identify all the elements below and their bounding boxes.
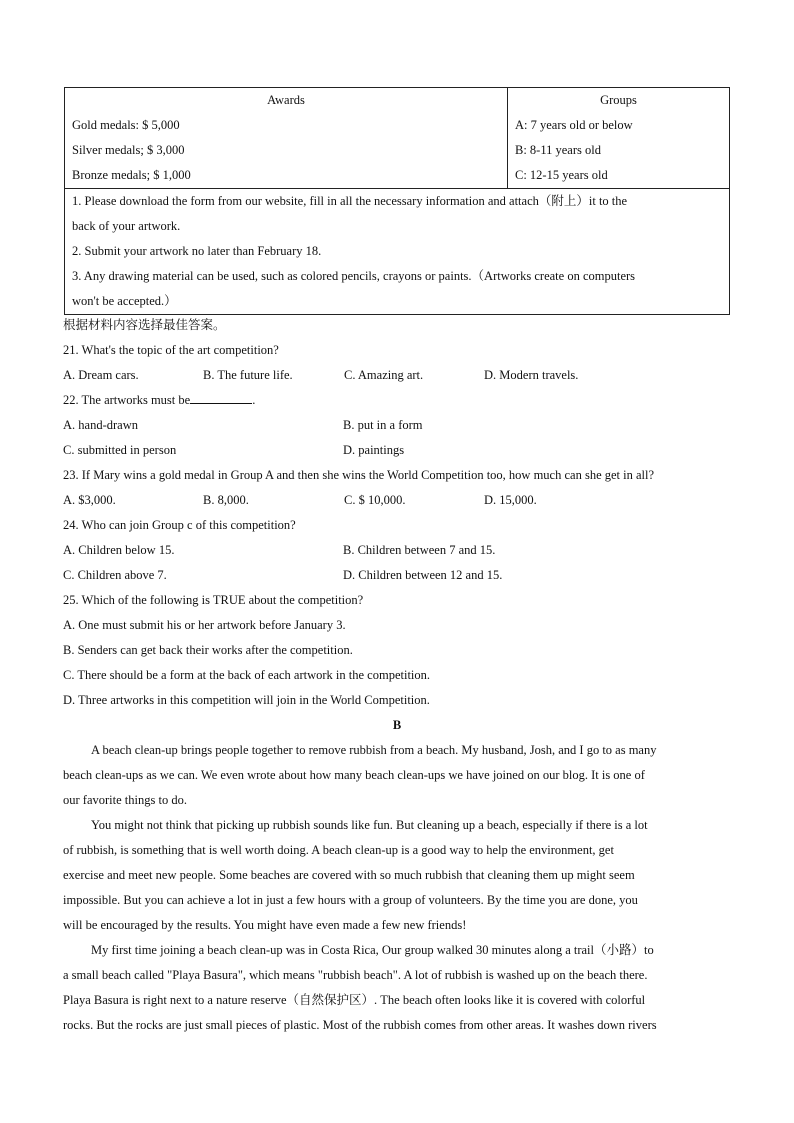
passage-line: You might not think that picking up rubbish sounds like fun. But cleaning up a beach, especially if there is a lot bbox=[91, 818, 648, 832]
passage-line: Playa Basura is right next to a nature reserve（自然保护区）. The beach often looks like it is covered with colorful bbox=[63, 993, 646, 1007]
q25-option-c: C. There should be a form at the back of each artwork in the competition. bbox=[63, 668, 431, 682]
groups-column bbox=[508, 88, 729, 188]
passage-line: our favorite things to do. bbox=[63, 793, 187, 807]
groups-header: Groups bbox=[600, 93, 637, 107]
note-line: 1. Please download the form from our website, fill in all the necessary information and attach（附上）it to the bbox=[72, 194, 628, 208]
q24-option-c: C. Children above 7. bbox=[63, 568, 167, 582]
q22-option-b: B. put in a form bbox=[343, 418, 423, 432]
q25-option-a: A. One must submit his or her artwork before January 3. bbox=[63, 618, 346, 632]
note-line: 3. Any drawing material can be used, such as colored pencils, crayons or paints.（Artworks create on computers bbox=[72, 269, 636, 283]
q22-stem bbox=[63, 388, 731, 413]
passage-line: impossible. But you can achieve a lot in just a few hours with a group of volunteers. By the time you are done, you bbox=[63, 893, 638, 907]
q21-option-b: B. The future life. bbox=[203, 368, 293, 382]
q22-stem-end: . bbox=[252, 393, 256, 407]
q21-stem: 21. What's the topic of the art competition? bbox=[63, 343, 279, 357]
q24-options-row2 bbox=[63, 563, 731, 588]
award-silver: Silver medals; $ 3,000 bbox=[72, 143, 185, 157]
group-a: A: 7 years old or below bbox=[515, 118, 633, 132]
q23-options bbox=[63, 488, 731, 513]
passage-paragraph-3 bbox=[63, 938, 731, 1038]
q25-option-d: D. Three artworks in this competition will join in the World Competition. bbox=[63, 693, 430, 707]
q22-stem-text: 22. The artworks must be bbox=[63, 393, 191, 407]
competition-info-table bbox=[64, 87, 730, 315]
q21-options bbox=[63, 363, 731, 388]
section-heading: B bbox=[392, 718, 402, 732]
q24-stem: 24. Who can join Group c of this competition? bbox=[63, 518, 296, 532]
q24-option-b: B. Children between 7 and 15. bbox=[343, 543, 496, 557]
q21-option-a: A. Dream cars. bbox=[63, 368, 139, 382]
q23-stem: 23. If Mary wins a gold medal in Group A and then she wins the World Competition too, how much can she get in all? bbox=[63, 468, 655, 482]
q21-option-c: C. Amazing art. bbox=[344, 368, 424, 382]
passage-paragraph-2 bbox=[63, 813, 731, 938]
q22-option-d: D. paintings bbox=[343, 443, 405, 457]
group-b: B: 8-11 years old bbox=[515, 143, 601, 157]
q22-option-c: C. submitted in person bbox=[63, 443, 177, 457]
q23-option-b: B. 8,000. bbox=[203, 493, 249, 507]
award-bronze: Bronze medals; $ 1,000 bbox=[72, 168, 191, 182]
passage-line: will be encouraged by the results. You might have even made a few new friends! bbox=[63, 918, 467, 932]
passage-line: a small beach called "Playa Basura", which means "rubbish beach". A lot of rubbish is washed up on the beach there. bbox=[63, 968, 648, 982]
q23-option-d: D. 15,000. bbox=[484, 493, 537, 507]
note-line: 2. Submit your artwork no later than February 18. bbox=[72, 244, 322, 258]
q22-options-row2 bbox=[63, 438, 731, 463]
award-gold: Gold medals: $ 5,000 bbox=[72, 118, 180, 132]
passage-line: exercise and meet new people. Some beaches are covered with so much rubbish that cleaning them up might seem bbox=[63, 868, 635, 882]
passage-line: My first time joining a beach clean-up was in Costa Rica, Our group walked 30 minutes along a trail（小路）to bbox=[91, 943, 654, 957]
note-line: won't be accepted.） bbox=[72, 294, 177, 308]
passage-line: beach clean-ups as we can. We even wrote about how many beach clean-ups we have joined on our blog. It is one of bbox=[63, 768, 645, 782]
passage-line: of rubbish, is something that is well worth doing. A beach clean-up is a good way to help the environment, get bbox=[63, 843, 614, 857]
q21-option-d: D. Modern travels. bbox=[484, 368, 579, 382]
passage-line: rocks. But the rocks are just small pieces of plastic. Most of the rubbish comes from other areas. It washes down rivers bbox=[63, 1018, 657, 1032]
q22-option-a: A. hand-drawn bbox=[63, 418, 138, 432]
awards-header: Awards bbox=[267, 93, 305, 107]
q23-option-c: C. $ 10,000. bbox=[344, 493, 406, 507]
awards-groups-row bbox=[65, 88, 729, 189]
group-c: C: 12-15 years old bbox=[515, 168, 608, 182]
instruction: 根据材料内容选择最佳答案。 bbox=[63, 318, 226, 332]
awards-column bbox=[65, 88, 508, 188]
passage-line: A beach clean-up brings people together to remove rubbish from a beach. My husband, Josh, and I go to as many bbox=[91, 743, 657, 757]
q24-option-d: D. Children between 12 and 15. bbox=[343, 568, 503, 582]
passage-paragraph-1 bbox=[63, 738, 731, 813]
questions-and-passage bbox=[63, 313, 731, 1038]
rules-notes bbox=[65, 189, 729, 314]
q24-option-a: A. Children below 15. bbox=[63, 543, 175, 557]
note-line: back of your artwork. bbox=[72, 219, 181, 233]
answer-blank bbox=[190, 390, 252, 404]
q25-stem: 25. Which of the following is TRUE about the competition? bbox=[63, 593, 364, 607]
q23-option-a: A. $3,000. bbox=[63, 493, 116, 507]
q22-options-row1 bbox=[63, 413, 731, 438]
q25-option-b: B. Senders can get back their works after the competition. bbox=[63, 643, 353, 657]
q24-options-row1 bbox=[63, 538, 731, 563]
